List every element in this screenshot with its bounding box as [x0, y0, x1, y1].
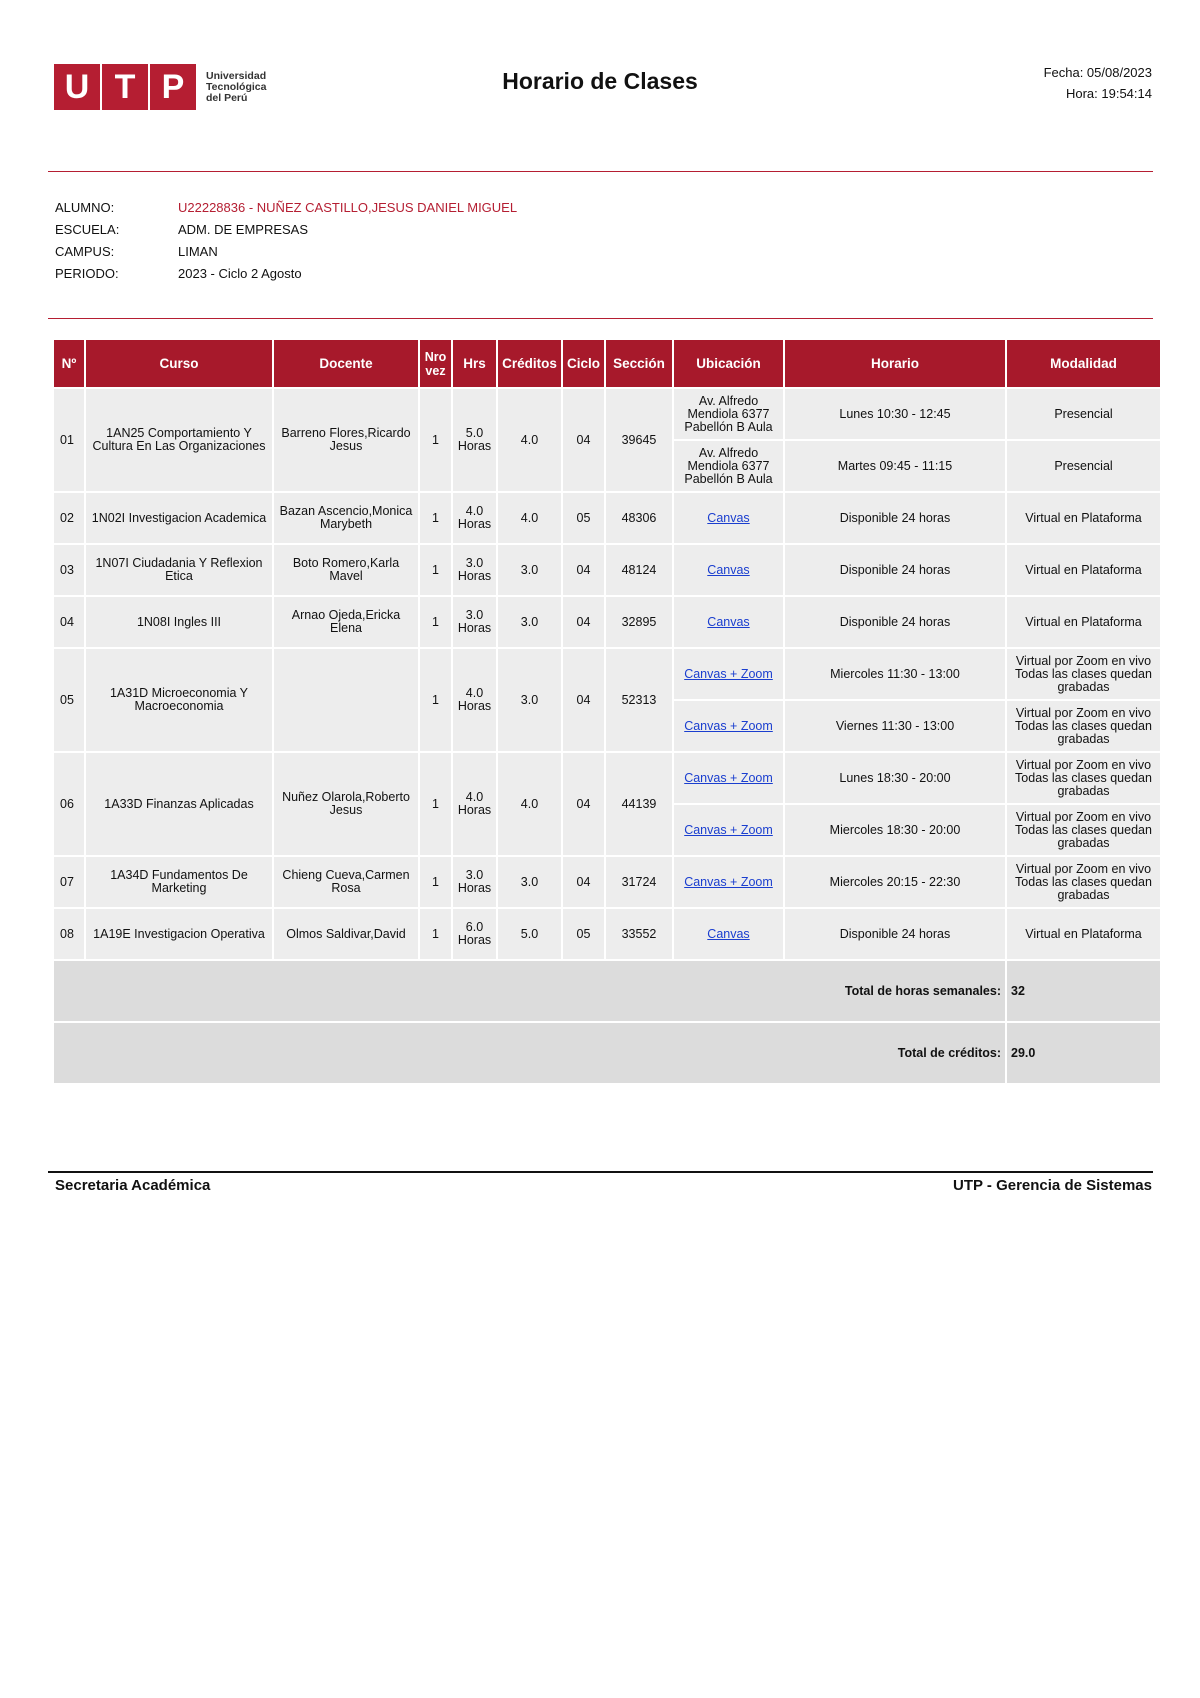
course-cycle: 04	[563, 545, 604, 595]
table-row	[54, 493, 1160, 543]
info-row-periodo	[55, 262, 517, 284]
table-row	[54, 753, 1160, 803]
session-schedule: Disponible 24 horas	[785, 909, 1005, 959]
course-name: 1A33D Finanzas Aplicadas	[86, 753, 272, 855]
course-number: 01	[54, 389, 84, 491]
course-section: 44139	[606, 753, 672, 855]
course-nro-vez: 1	[420, 649, 451, 751]
course-hours: 4.0 Horas	[453, 753, 496, 855]
course-section: 52313	[606, 649, 672, 751]
header-n: Nº	[54, 340, 84, 387]
course-credits: 5.0	[498, 909, 561, 959]
header-ciclo: Ciclo	[563, 340, 604, 387]
total-hours-row	[54, 961, 1160, 1021]
total-credits-row	[54, 1023, 1160, 1083]
course-name: 1N02I Investigacion Academica	[86, 493, 272, 543]
session-location-link[interactable]: Canvas	[707, 510, 750, 525]
course-teacher: Chieng Cueva,Carmen Rosa	[274, 857, 418, 907]
session-location	[674, 857, 783, 907]
session-schedule: Disponible 24 horas	[785, 597, 1005, 647]
footer-right-text: UTP - Gerencia de Sistemas	[953, 1177, 1152, 1194]
course-nro-vez: 1	[420, 857, 451, 907]
session-location	[674, 701, 783, 751]
course-number: 07	[54, 857, 84, 907]
course-nro-vez: 1	[420, 545, 451, 595]
session-modality: Virtual en Plataforma	[1007, 545, 1160, 595]
header-seccion: Sección	[606, 340, 672, 387]
course-hours: 3.0 Horas	[453, 545, 496, 595]
course-section: 31724	[606, 857, 672, 907]
course-number: 02	[54, 493, 84, 543]
course-nro-vez: 1	[420, 389, 451, 491]
session-schedule: Viernes 11:30 - 13:00	[785, 701, 1005, 751]
course-credits: 3.0	[498, 597, 561, 647]
course-credits: 4.0	[498, 389, 561, 491]
session-modality: Virtual por Zoom en vivo Todas las clases quedan grabadas	[1007, 701, 1160, 751]
session-modality: Virtual por Zoom en vivo Todas las clases quedan grabadas	[1007, 857, 1160, 907]
campus-label: CAMPUS:	[55, 243, 115, 259]
session-schedule: Lunes 10:30 - 12:45	[785, 389, 1005, 439]
course-hours: 5.0 Horas	[453, 389, 496, 491]
session-schedule: Miercoles 18:30 - 20:00	[785, 805, 1005, 855]
course-teacher: Nuñez Olarola,Roberto Jesus	[274, 753, 418, 855]
course-nro-vez: 1	[420, 493, 451, 543]
course-section: 48124	[606, 545, 672, 595]
course-section: 32895	[606, 597, 672, 647]
student-info	[55, 196, 517, 284]
schedule-body	[54, 389, 1160, 1083]
course-name: 1AN25 Comportamiento Y Cultura En Las Organizaciones	[86, 389, 272, 491]
periodo-value: 2023 - Ciclo 2 Agosto	[178, 265, 302, 281]
session-modality: Virtual por Zoom en vivo Todas las clases quedan grabadas	[1007, 805, 1160, 855]
periodo-label: PERIODO:	[55, 265, 119, 281]
header-nro-vez: Nro vez	[420, 340, 451, 387]
footer-left-text: Secretaria Académica	[55, 1177, 211, 1194]
date-time-block	[1044, 62, 1152, 104]
logo-letter-u: U	[54, 64, 100, 110]
course-hours: 3.0 Horas	[453, 597, 496, 647]
course-section: 39645	[606, 389, 672, 491]
session-schedule: Martes 09:45 - 11:15	[785, 441, 1005, 491]
schedule-table	[52, 338, 1162, 1085]
time-text: Hora: 19:54:14	[1065, 86, 1152, 101]
course-name: 1N07I Ciudadania Y Reflexion Etica	[86, 545, 272, 595]
table-row	[54, 545, 1160, 595]
course-credits: 4.0	[498, 493, 561, 543]
session-location-link[interactable]: Canvas + Zoom	[684, 718, 773, 733]
escuela-label: ESCUELA:	[55, 221, 120, 237]
session-modality: Virtual en Plataforma	[1007, 909, 1160, 959]
logo-letter-t: T	[102, 64, 148, 110]
document-title: Horario de Clases	[502, 68, 698, 94]
course-cycle: 04	[563, 649, 604, 751]
session-location: Av. Alfredo Mendiola 6377 Pabellón B Aula	[674, 441, 783, 491]
total-credits-value: 29.0	[1007, 1023, 1160, 1083]
course-hours: 4.0 Horas	[453, 493, 496, 543]
course-name: 1A19E Investigacion Operativa	[86, 909, 272, 959]
table-row	[54, 857, 1160, 907]
course-hours: 6.0 Horas	[453, 909, 496, 959]
total-hours-label: Total de horas semanales:	[54, 961, 1005, 1021]
header-ubicacion: Ubicación	[674, 340, 783, 387]
info-row-campus	[55, 240, 517, 262]
course-name: 1A31D Microeconomia Y Macroeconomia	[86, 649, 272, 751]
course-cycle: 04	[563, 389, 604, 491]
course-teacher: Bazan Ascencio,Monica Marybeth	[274, 493, 418, 543]
session-location	[674, 493, 783, 543]
session-location	[674, 805, 783, 855]
table-row	[54, 389, 1160, 439]
course-name: 1A34D Fundamentos De Marketing	[86, 857, 272, 907]
header-curso: Curso	[86, 340, 272, 387]
course-credits: 3.0	[498, 649, 561, 751]
course-number: 04	[54, 597, 84, 647]
session-location-link[interactable]: Canvas + Zoom	[684, 666, 773, 681]
course-hours: 4.0 Horas	[453, 649, 496, 751]
session-location	[674, 597, 783, 647]
course-cycle: 05	[563, 909, 604, 959]
session-modality: Virtual en Plataforma	[1007, 597, 1160, 647]
header-docente: Docente	[274, 340, 418, 387]
campus-value: LIMAN	[178, 243, 218, 259]
escuela-value: ADM. DE EMPRESAS	[178, 221, 309, 237]
session-modality: Virtual en Plataforma	[1007, 493, 1160, 543]
table-row	[54, 597, 1160, 647]
session-modality: Presencial	[1007, 389, 1160, 439]
course-teacher: Arnao Ojeda,Ericka Elena	[274, 597, 418, 647]
session-modality: Virtual por Zoom en vivo Todas las clases quedan grabadas	[1007, 753, 1160, 803]
header-creditos: Créditos	[498, 340, 561, 387]
session-location-link[interactable]: Canvas	[707, 614, 750, 629]
info-row-escuela	[55, 218, 517, 240]
course-cycle: 04	[563, 597, 604, 647]
course-cycle: 04	[563, 753, 604, 855]
course-section: 33552	[606, 909, 672, 959]
logo-letter-p: P	[150, 64, 196, 110]
session-location: Av. Alfredo Mendiola 6377 Pabellón B Aula	[674, 389, 783, 439]
session-location-link[interactable]: Canvas + Zoom	[684, 770, 773, 785]
session-location	[674, 753, 783, 803]
course-cycle: 05	[563, 493, 604, 543]
session-modality: Presencial	[1007, 441, 1160, 491]
footer-divider	[48, 1171, 1153, 1173]
course-number: 03	[54, 545, 84, 595]
session-location-link[interactable]: Canvas	[707, 926, 750, 941]
session-schedule: Lunes 18:30 - 20:00	[785, 753, 1005, 803]
course-credits: 3.0	[498, 545, 561, 595]
session-location-link[interactable]: Canvas + Zoom	[684, 874, 773, 889]
session-location	[674, 909, 783, 959]
header-modalidad: Modalidad	[1007, 340, 1160, 387]
alumno-label: ALUMNO:	[55, 199, 115, 215]
table-row	[54, 649, 1160, 699]
session-modality: Virtual por Zoom en vivo Todas las clases quedan grabadas	[1007, 649, 1160, 699]
info-divider	[48, 318, 1153, 319]
info-row-alumno	[55, 196, 517, 218]
session-schedule: Disponible 24 horas	[785, 493, 1005, 543]
table-header-row	[54, 340, 1160, 387]
session-location-link[interactable]: Canvas + Zoom	[684, 822, 773, 837]
course-nro-vez: 1	[420, 753, 451, 855]
session-schedule: Disponible 24 horas	[785, 545, 1005, 595]
course-teacher: Olmos Saldivar,David	[274, 909, 418, 959]
session-location	[674, 649, 783, 699]
total-credits-label: Total de créditos:	[54, 1023, 1005, 1083]
session-location-link[interactable]: Canvas	[707, 562, 750, 577]
header-hrs: Hrs	[453, 340, 496, 387]
header-horario: Horario	[785, 340, 1005, 387]
course-nro-vez: 1	[420, 909, 451, 959]
alumno-value: U22228836 - NUÑEZ CASTILLO,JESUS DANIEL MIGUEL	[178, 199, 518, 215]
course-teacher: Barreno Flores,Ricardo Jesus	[274, 389, 418, 491]
course-hours: 3.0 Horas	[453, 857, 496, 907]
course-credits: 4.0	[498, 753, 561, 855]
course-cycle: 04	[563, 857, 604, 907]
course-teacher	[274, 649, 418, 751]
course-section: 48306	[606, 493, 672, 543]
logo-university-name: Universidad Tecnológica del Perú	[206, 69, 267, 104]
total-hours-value: 32	[1007, 961, 1160, 1021]
course-nro-vez: 1	[420, 597, 451, 647]
course-credits: 3.0	[498, 857, 561, 907]
course-teacher: Boto Romero,Karla Mavel	[274, 545, 418, 595]
date-text: Fecha: 05/08/2023	[1043, 65, 1152, 80]
header-divider	[48, 171, 1153, 172]
course-name: 1N08I Ingles III	[86, 597, 272, 647]
course-number: 06	[54, 753, 84, 855]
session-location	[674, 545, 783, 595]
session-schedule: Miercoles 11:30 - 13:00	[785, 649, 1005, 699]
session-schedule: Miercoles 20:15 - 22:30	[785, 857, 1005, 907]
course-number: 08	[54, 909, 84, 959]
course-number: 05	[54, 649, 84, 751]
table-row	[54, 909, 1160, 959]
